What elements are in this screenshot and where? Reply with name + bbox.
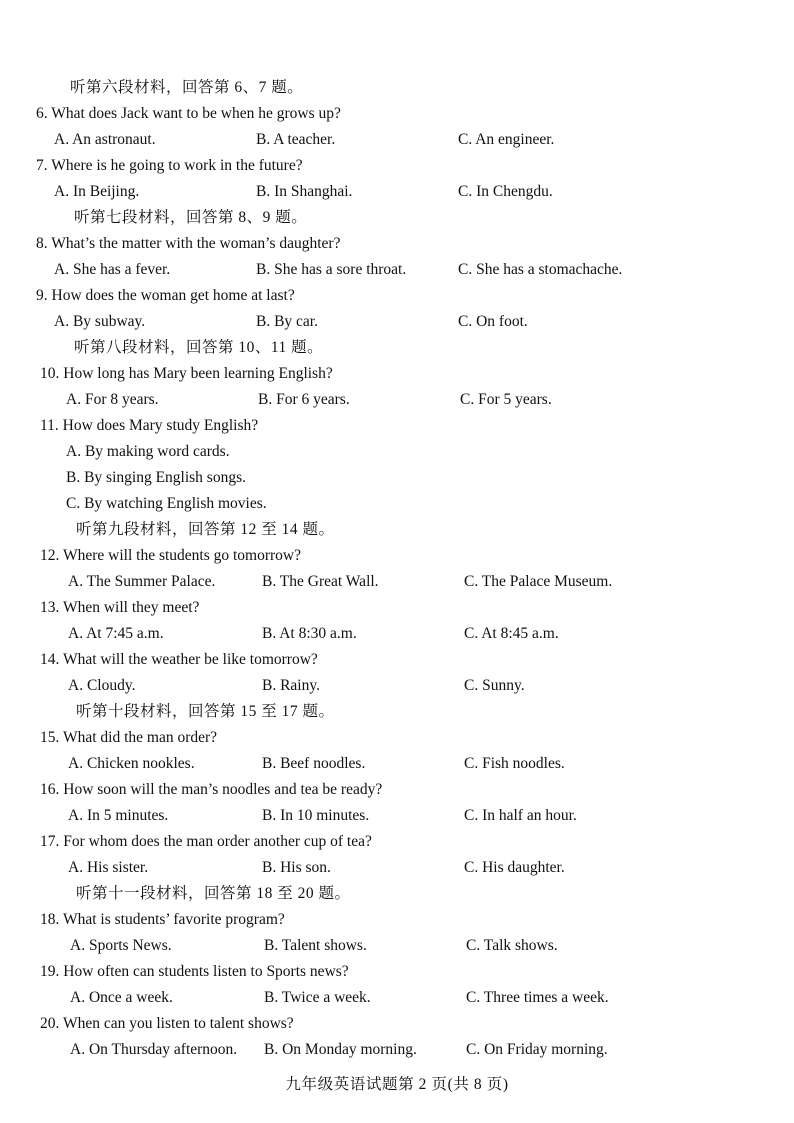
- question-stem: 15. What did the man order?: [40, 729, 218, 746]
- instruction-line: [0, 336, 794, 360]
- answer-option[interactable]: C. On foot.: [458, 313, 528, 330]
- options-row: [0, 674, 794, 698]
- answer-option[interactable]: A. His sister.: [68, 859, 149, 876]
- question-stem: 13. When will they meet?: [40, 599, 200, 616]
- question-line: [0, 102, 794, 126]
- options-row: [0, 986, 794, 1010]
- answer-option[interactable]: B. Twice a week.: [264, 989, 371, 1006]
- answer-option[interactable]: A. Chicken nookles.: [68, 755, 195, 772]
- question-stem: 17. For whom does the man order another cup of tea?: [40, 833, 372, 850]
- instruction-line: [0, 206, 794, 230]
- question-line: [0, 960, 794, 984]
- answer-option[interactable]: B. By car.: [256, 313, 318, 330]
- options-row: [0, 934, 794, 958]
- answer-option[interactable]: B. Rainy.: [262, 677, 320, 694]
- question-stem: 19. How often can students listen to Sports news?: [40, 963, 349, 980]
- question-line: [0, 778, 794, 802]
- question-stem: 16. How soon will the man’s noodles and tea be ready?: [40, 781, 383, 798]
- option-line: [0, 492, 794, 516]
- instruction-line: [0, 700, 794, 724]
- instruction-line: [0, 882, 794, 906]
- answer-option[interactable]: A. Cloudy.: [68, 677, 136, 694]
- options-row: [0, 804, 794, 828]
- answer-option[interactable]: A. For 8 years.: [66, 391, 159, 408]
- answer-option[interactable]: C. She has a stomachache.: [458, 261, 623, 278]
- question-stem: 8. What’s the matter with the woman’s daughter?: [36, 235, 341, 252]
- answer-option[interactable]: A. In Beijing.: [54, 183, 140, 200]
- answer-option[interactable]: C. In half an hour.: [464, 807, 577, 824]
- answer-option[interactable]: B. The Great Wall.: [262, 573, 379, 590]
- answer-option[interactable]: A. The Summer Palace.: [68, 573, 216, 590]
- answer-option[interactable]: C. An engineer.: [458, 131, 555, 148]
- section-instruction: 听第十一段材料，回答第 18 至 20 题。: [76, 885, 351, 902]
- answer-option[interactable]: A. On Thursday afternoon.: [70, 1041, 238, 1058]
- question-line: [0, 1012, 794, 1036]
- section-instruction: 听第十段材料，回答第 15 至 17 题。: [76, 703, 335, 720]
- question-line: [0, 232, 794, 256]
- options-row: [0, 622, 794, 646]
- answer-option[interactable]: C. By watching English movies.: [66, 495, 267, 512]
- answer-option[interactable]: B. Talent shows.: [264, 937, 367, 954]
- answer-option[interactable]: B. His son.: [262, 859, 331, 876]
- answer-option[interactable]: B. A teacher.: [256, 131, 336, 148]
- answer-option[interactable]: C. On Friday morning.: [466, 1041, 608, 1058]
- answer-option[interactable]: A. In 5 minutes.: [68, 807, 169, 824]
- answer-option[interactable]: A. By making word cards.: [66, 443, 230, 460]
- question-stem: 12. Where will the students go tomorrow?: [40, 547, 302, 564]
- answer-option[interactable]: C. The Palace Museum.: [464, 573, 613, 590]
- answer-option[interactable]: C. For 5 years.: [460, 391, 552, 408]
- section-instruction: 听第六段材料，回答第 6、7 题。: [70, 79, 304, 96]
- options-row: [0, 128, 794, 152]
- question-stem: 18. What is students’ favorite program?: [40, 911, 285, 928]
- section-instruction: 听第八段材料，回答第 10、11 题。: [74, 339, 324, 356]
- answer-option[interactable]: B. In 10 minutes.: [262, 807, 370, 824]
- section-instruction: 听第九段材料，回答第 12 至 14 题。: [76, 521, 335, 538]
- option-line: [0, 440, 794, 464]
- answer-option[interactable]: A. Once a week.: [70, 989, 173, 1006]
- answer-option[interactable]: B. In Shanghai.: [256, 183, 353, 200]
- answer-option[interactable]: A. At 7:45 a.m.: [68, 625, 164, 642]
- options-row: [0, 752, 794, 776]
- answer-option[interactable]: C. Sunny.: [464, 677, 525, 694]
- option-line: [0, 466, 794, 490]
- answer-option[interactable]: B. On Monday morning.: [264, 1041, 417, 1058]
- section-instruction: 听第七段材料，回答第 8、9 题。: [74, 209, 308, 226]
- question-line: [0, 648, 794, 672]
- question-stem: 10. How long has Mary been learning English?: [40, 365, 333, 382]
- question-stem: 6. What does Jack want to be when he grows up?: [36, 105, 341, 122]
- question-line: [0, 596, 794, 620]
- question-line: [0, 908, 794, 932]
- question-line: [0, 362, 794, 386]
- question-stem: 11. How does Mary study English?: [40, 417, 259, 434]
- options-row: [0, 856, 794, 880]
- answer-option[interactable]: B. Beef noodles.: [262, 755, 366, 772]
- answer-option[interactable]: A. By subway.: [54, 313, 146, 330]
- question-line: [0, 830, 794, 854]
- options-row: [0, 388, 794, 412]
- answer-option[interactable]: A. An astronaut.: [54, 131, 156, 148]
- answer-option[interactable]: C. Three times a week.: [466, 989, 609, 1006]
- question-line: [0, 154, 794, 178]
- answer-option[interactable]: A. She has a fever.: [54, 261, 171, 278]
- answer-option[interactable]: C. Talk shows.: [466, 937, 558, 954]
- options-row: [0, 570, 794, 594]
- answer-option[interactable]: B. She has a sore throat.: [256, 261, 407, 278]
- answer-option[interactable]: A. Sports News.: [70, 937, 172, 954]
- question-line: [0, 544, 794, 568]
- instruction-line: [0, 76, 794, 100]
- options-row: [0, 1038, 794, 1062]
- page-footer: 九年级英语试题第 2 页(共 8 页): [285, 1076, 509, 1093]
- answer-option[interactable]: C. His daughter.: [464, 859, 565, 876]
- answer-option[interactable]: B. By singing English songs.: [66, 469, 246, 486]
- answer-option[interactable]: C. In Chengdu.: [458, 183, 553, 200]
- question-line: [0, 726, 794, 750]
- question-line: [0, 284, 794, 308]
- instruction-line: [0, 518, 794, 542]
- question-stem: 14. What will the weather be like tomorrow?: [40, 651, 318, 668]
- options-row: [0, 310, 794, 334]
- answer-option[interactable]: C. Fish noodles.: [464, 755, 565, 772]
- answer-option[interactable]: B. For 6 years.: [258, 391, 350, 408]
- question-stem: 20. When can you listen to talent shows?: [40, 1015, 294, 1032]
- answer-option[interactable]: C. At 8:45 a.m.: [464, 625, 559, 642]
- options-row: [0, 180, 794, 204]
- question-stem: 7. Where is he going to work in the future?: [36, 157, 303, 174]
- question-line: [0, 414, 794, 438]
- options-row: [0, 258, 794, 282]
- answer-option[interactable]: B. At 8:30 a.m.: [262, 625, 357, 642]
- question-stem: 9. How does the woman get home at last?: [36, 287, 295, 304]
